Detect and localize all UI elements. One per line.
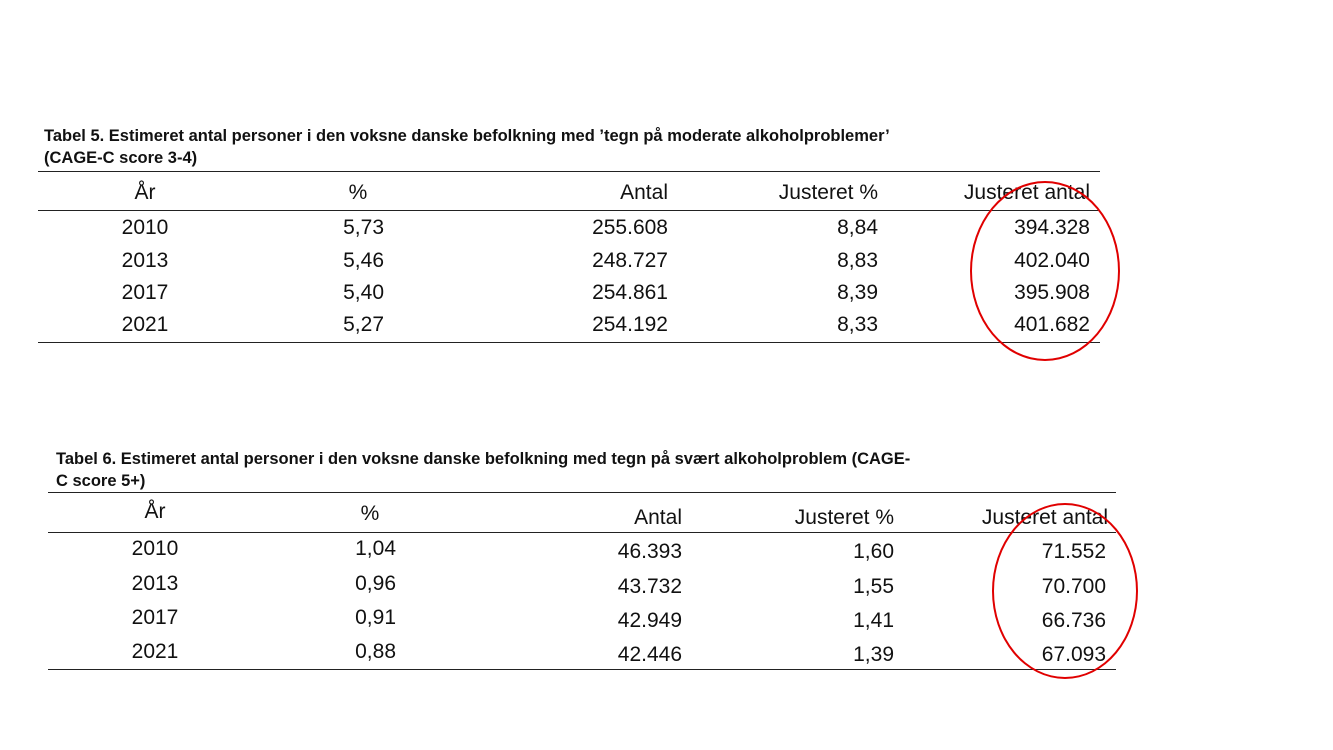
table-row-percent: 5,73 <box>343 216 384 239</box>
table-5-header-year: År <box>134 181 156 204</box>
table-5-caption-line2: (CAGE-C score 3-4) <box>44 149 198 167</box>
table-5-top-rule <box>38 171 1100 172</box>
table-6-header-antal: Antal <box>634 506 682 529</box>
table-row-justeret-antal: 401.682 <box>1014 313 1090 336</box>
table-row-antal: 42.949 <box>617 609 682 632</box>
table-row-justeret-percent: 8,83 <box>837 249 878 272</box>
table-5-header-justeret-antal: Justeret antal <box>963 181 1090 204</box>
table-row-percent: 5,40 <box>343 281 384 304</box>
table-6-header-rule <box>48 532 1116 533</box>
table-row-justeret-antal: 70.700 <box>1041 575 1106 598</box>
table-6-bottom-rule <box>48 669 1116 670</box>
table-row-justeret-antal: 71.552 <box>1041 540 1106 563</box>
table-row-percent: 1,04 <box>355 537 396 560</box>
table-row-justeret-antal: 66.736 <box>1041 609 1106 632</box>
table-row-year: 2010 <box>131 537 179 560</box>
table-6 <box>48 449 1116 671</box>
table-row-percent: 0,96 <box>355 572 396 595</box>
table-row-justeret-percent: 1,55 <box>853 575 894 598</box>
table-6-header-justeret-percent: Justeret % <box>794 506 894 529</box>
table-row-antal: 42.446 <box>617 643 682 666</box>
table-row-justeret-antal: 402.040 <box>1014 249 1090 272</box>
table-row-year: 2021 <box>121 313 169 336</box>
table-row-year: 2013 <box>121 249 169 272</box>
table-row-justeret-percent: 8,33 <box>837 313 878 336</box>
table-6-header-percent: % <box>360 502 380 525</box>
table-row-antal: 248.727 <box>592 249 668 272</box>
table-row-year: 2021 <box>131 640 179 663</box>
table-row-justeret-antal: 394.328 <box>1014 216 1090 239</box>
table-5-header-rule <box>38 210 1100 211</box>
table-row-antal: 43.732 <box>617 575 682 598</box>
table-row-percent: 0,91 <box>355 606 396 629</box>
table-row-justeret-percent: 1,41 <box>853 609 894 632</box>
table-row-justeret-antal: 67.093 <box>1041 643 1106 666</box>
table-6-top-rule <box>48 492 1116 493</box>
table-row-antal: 46.393 <box>617 540 682 563</box>
table-row-justeret-antal: 395.908 <box>1014 281 1090 304</box>
highlight-circle <box>970 181 1120 361</box>
table-row-percent: 5,27 <box>343 313 384 336</box>
table-6-caption-line2: C score 5+) <box>56 472 146 490</box>
table-row-year: 2017 <box>121 281 169 304</box>
table-5-bottom-rule <box>38 342 1100 343</box>
table-5-header-percent: % <box>348 181 368 204</box>
table-row-justeret-percent: 1,39 <box>853 643 894 666</box>
table-6-header-justeret-antal: Justeret antal <box>981 506 1108 529</box>
table-row-year: 2013 <box>131 572 179 595</box>
table-6-header-year: År <box>144 500 166 523</box>
table-row-antal: 254.861 <box>592 281 668 304</box>
table-row-justeret-percent: 8,39 <box>837 281 878 304</box>
table-5 <box>38 126 1100 346</box>
table-row-antal: 254.192 <box>592 313 668 336</box>
table-row-justeret-percent: 1,60 <box>853 540 894 563</box>
table-row-antal: 255.608 <box>592 216 668 239</box>
table-row-percent: 5,46 <box>343 249 384 272</box>
table-5-header-antal: Antal <box>620 181 668 204</box>
highlight-circle <box>992 503 1138 679</box>
table-6-caption-line1: Tabel 6. Estimeret antal personer i den voksne danske befolkning med tegn på svært alkoholproblem (CAGE- <box>56 450 911 468</box>
table-5-header-justeret-percent: Justeret % <box>778 181 878 204</box>
table-row-percent: 0,88 <box>355 640 396 663</box>
table-5-caption-line1: Tabel 5. Estimeret antal personer i den voksne danske befolkning med ’tegn på moderate alkoholproblemer’ <box>44 127 890 145</box>
table-row-justeret-percent: 8,84 <box>837 216 878 239</box>
table-row-year: 2017 <box>131 606 179 629</box>
table-row-year: 2010 <box>121 216 169 239</box>
